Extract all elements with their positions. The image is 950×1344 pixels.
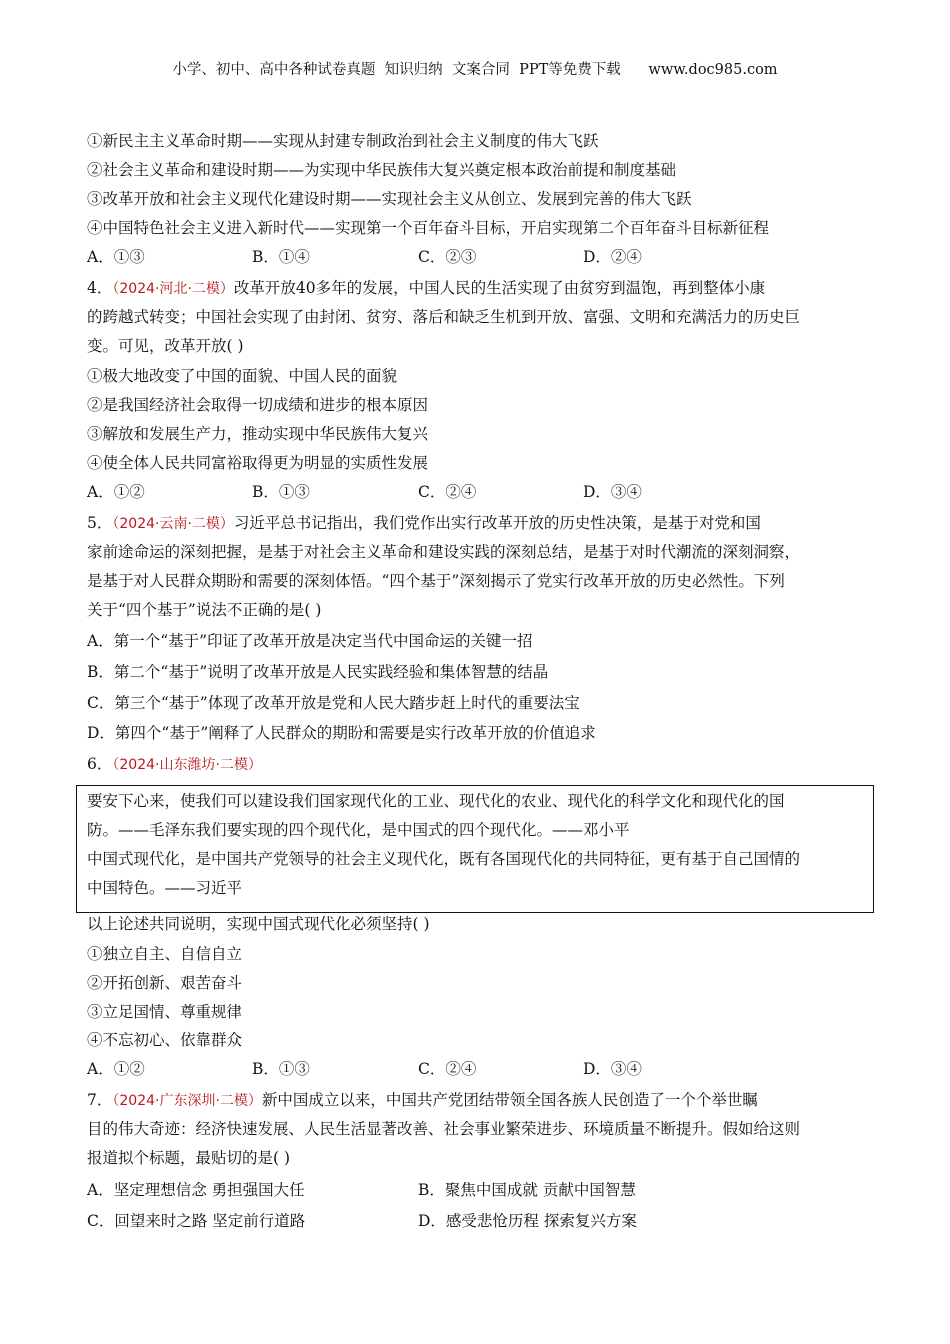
q6-number: 6．	[87, 755, 113, 773]
q6-quote: 要安下心来，使我们可以建设我们国家现代化的工业、现代化的农业、现代化的科学文化和现代化的国	[87, 792, 785, 810]
q5-text: 家前途命运的深刻把握，是基于对社会主义革命和建设实践的深刻总结，是基于对时代潮流的深刻洞察，	[87, 543, 801, 561]
q6-item: ①独立自主、自信自立	[87, 945, 243, 963]
q4-item: ③解放和发展生产力，推动实现中华民族伟大复兴	[87, 425, 429, 443]
q6-quote: 防。——毛泽东我们要实现的四个现代化，是中国式的四个现代化。——邓小平	[87, 821, 630, 839]
q6-option-a: A．①②	[87, 1060, 145, 1078]
q6-option-b: B．①③	[252, 1060, 310, 1078]
q6-option-d: D．③④	[583, 1060, 642, 1078]
q4-option-d: D．③④	[583, 483, 642, 501]
q7-text: 报道拟个标题，最贴切的是( )	[87, 1149, 291, 1167]
q4-text: 改革开放40多年的发展，中国人民的生活实现了由贫穷到温饱，再到整体小康	[233, 279, 766, 297]
q7-option-d: D．感受悲怆历程 探索复兴方案	[418, 1212, 637, 1230]
q4-item: ②是我国经济社会取得一切成绩和进步的根本原因	[87, 396, 429, 414]
q4-item: ①极大地改变了中国的面貌、中国人民的面貌	[87, 367, 398, 385]
q6-item: ③立足国情、尊重规律	[87, 1003, 243, 1021]
q6-item: ④不忘初心、依靠群众	[87, 1031, 243, 1049]
q7-option-c: C．回望来时之路 坚定前行道路	[87, 1212, 306, 1230]
q6-line	[87, 754, 262, 775]
q5-option-b: B．第二个“基于”说明了改革开放是人民实践经验和集体智慧的结晶	[87, 663, 549, 681]
q7-text: 新中国成立以来，中国共产党团结带领全国各族人民创造了一个个举世瞩	[261, 1091, 758, 1109]
q7-line	[87, 1090, 758, 1111]
q3-option-d: D．②④	[583, 248, 642, 266]
q4-option-a: A．①②	[87, 483, 145, 501]
q5-source-tag: （2024·云南·二模）	[112, 516, 234, 532]
q3-item: ①新民主主义革命时期——实现从封建专制政治到社会主义制度的伟大飞跃	[87, 132, 599, 150]
q3-option-a: A．①③	[87, 248, 145, 266]
q7-option-b: B．聚焦中国成就 贡献中国智慧	[418, 1181, 636, 1199]
q3-option-c: C．②③	[418, 248, 477, 266]
q7-number: 7．	[87, 1091, 113, 1109]
q3-item: ③改革开放和社会主义现代化建设时期——实现社会主义从创立、发展到完善的伟大飞跃	[87, 190, 692, 208]
q6-stem: 以上论述共同说明，实现中国式现代化必须坚持( )	[87, 915, 430, 933]
q3-item: ④中国特色社会主义进入新时代——实现第一个百年奋斗目标，开启实现第二个百年奋斗目标新征程	[87, 219, 770, 237]
q4-text: 变。可见，改革开放( )	[87, 337, 244, 355]
q5-line	[87, 513, 761, 534]
q6-item: ②开拓创新、艰苦奋斗	[87, 974, 243, 992]
q5-text: 关于“四个基于”说法不正确的是( )	[87, 601, 322, 619]
q7-text: 目的伟大奇迹：经济快速发展、人民生活显著改善、社会事业繁荣进步、环境质量不断提升。假如给这则	[87, 1120, 801, 1138]
q3-item: ②社会主义革命和建设时期——为实现中华民族伟大复兴奠定根本政治前提和制度基础	[87, 161, 677, 179]
q4-option-b: B．①③	[252, 483, 310, 501]
q7-source-tag: （2024·广东深圳·二模）	[112, 1093, 262, 1109]
q6-quote: 中国式现代化，是中国共产党领导的社会主义现代化，既有各国现代化的共同特征，更有基于自己国情的	[87, 850, 801, 868]
q4-source-tag: （2024·河北·二模）	[112, 281, 234, 297]
q5-number: 5．	[87, 514, 113, 532]
q6-source-tag: （2024·山东潍坊·二模）	[112, 757, 262, 773]
q3-option-b: B．①④	[252, 248, 310, 266]
q4-line	[87, 278, 765, 299]
q5-option-d: D．第四个“基于”阐释了人民群众的期盼和需要是实行改革开放的价值追求	[87, 724, 596, 742]
q7-option-a: A．坚定理想信念 勇担强国大任	[87, 1181, 305, 1199]
q5-option-a: A．第一个“基于”印证了改革开放是决定当代中国命运的关键一招	[87, 632, 533, 650]
q4-option-c: C．②④	[418, 483, 477, 501]
q5-text: 是基于对人民群众期盼和需要的深刻体悟。“四个基于”深刻揭示了党实行改革开放的历史必然性。下列	[87, 572, 785, 590]
page-header: 小学、初中、高中各种试卷真题 知识归纳 文案合同 PPT等免费下载 www.doc985.com	[172, 62, 778, 78]
q6-option-c: C．②④	[418, 1060, 477, 1078]
q4-text: 的跨越式转变；中国社会实现了由封闭、贫穷、落后和缺乏生机到开放、富强、文明和充满活力的历史巨	[87, 308, 801, 326]
q4-number: 4．	[87, 279, 113, 297]
q4-item: ④使全体人民共同富裕取得更为明显的实质性发展	[87, 454, 429, 472]
q5-text: 习近平总书记指出，我们党作出实行改革开放的历史性决策，是基于对党和国	[233, 514, 761, 532]
q5-option-c: C．第三个“基于”体现了改革开放是党和人民大踏步赶上时代的重要法宝	[87, 694, 580, 712]
q6-quote: 中国特色。——习近平	[87, 879, 243, 897]
